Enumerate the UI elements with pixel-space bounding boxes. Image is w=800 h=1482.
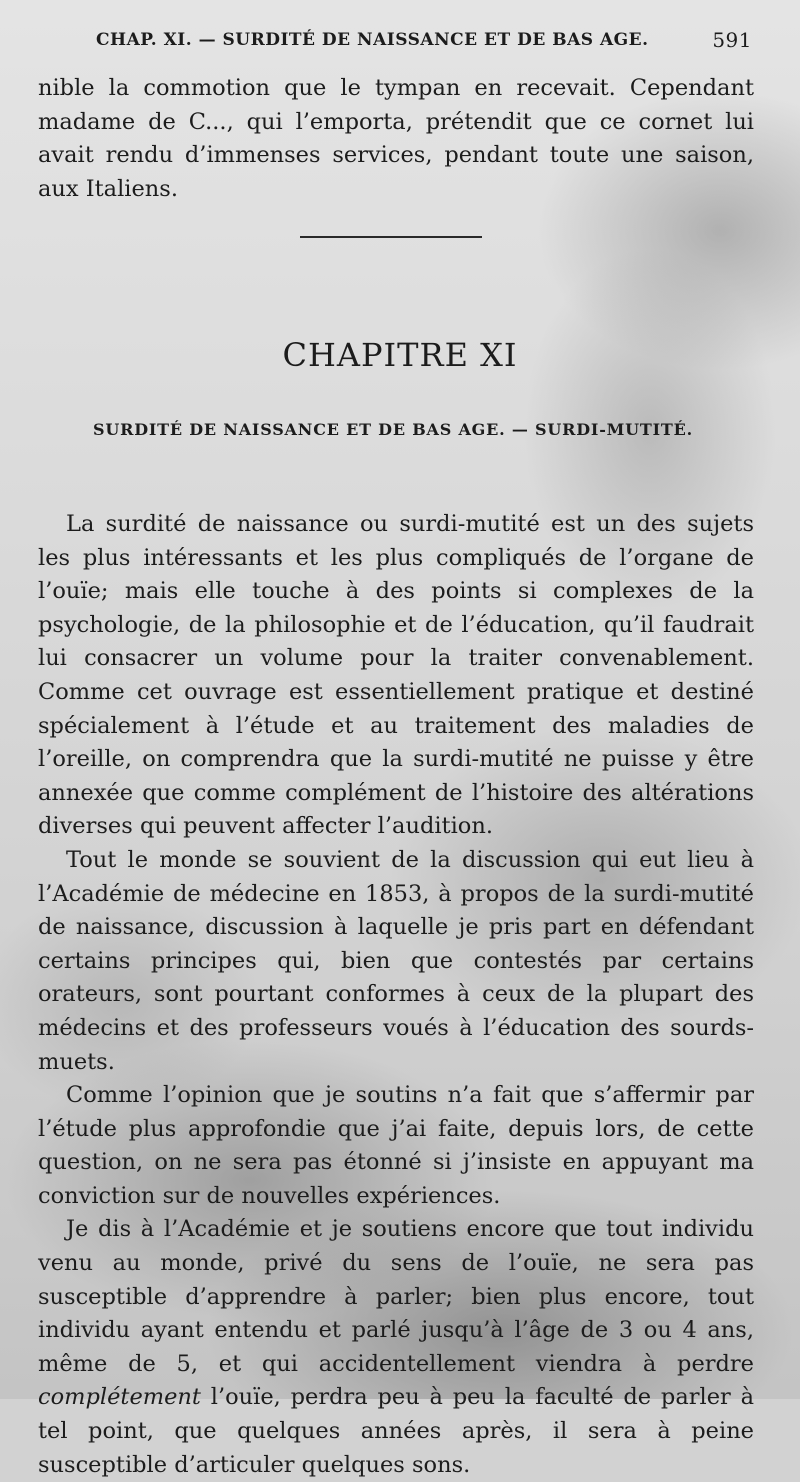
running-head (96, 30, 752, 56)
page-number: 591 (712, 28, 752, 52)
chapter-body (38, 508, 754, 1482)
running-head-title: CHAP. XI. — SURDITÉ DE NAISSANCE ET DE BAS AGE. (96, 30, 649, 50)
chapter-subtitle: SURDITÉ DE NAISSANCE ET DE BAS AGE. — SURDI-MUTITÉ. (93, 420, 693, 439)
continued-paragraph (38, 72, 754, 206)
paragraph-text-before: Je dis à l’Académie et je soutiens encore que tout individu venu au monde, privé du sens de l’ouïe, ne sera pas susceptible d’apprendre à parler; bien plus encore, tout individu ayant entendu et parlé jusqu’à l’âge de 3 ou 4 ans, même de 5, et qui accidentellement viendra à perdre (38, 1216, 754, 1377)
body-paragraph: La surdité de naissance ou surdi-mutité est un des sujets les plus intéressants et les plus compliqués de l’organe de l’ouïe; mais elle touche à des points si complexes de la psychologie, de la philosophie et de l’éducation, qu’il faudrait lui consacrer un volume pour la traiter convenablement. Comme cet ouvrage est essentiellement pratique et destiné spécialement à l’étude et au traitement des maladies de l’oreille, on comprendra que la surdi-mutité ne puisse y être annexée que comme complément de l’histoire des altérations diverses qui peuvent affecter l’audition. (38, 511, 754, 840)
body-paragraph-last (38, 1213, 754, 1482)
emphasized-word: complétement (38, 1384, 201, 1411)
section-divider (300, 236, 482, 238)
paragraph-text-after: l’ouïe, perdra peu à peu la faculté de parler à tel point, que quelques années après, il sera à peine susceptible d’articuler quelques sons. (38, 1384, 754, 1478)
body-paragraph: Tout le monde se souvient de la discussion qui eut lieu à l’Académie de médecine en 1853, à propos de la surdi-mutité de naissance, discussion à laquelle je pris part en défendant certains principes qui, bien que contestés par certains orateurs, sont pourtant conformes à ceux de la plupart des médecins et des professeurs voués à l’éducation des sourds-muets. (38, 846, 754, 1075)
continued-paragraph-text: nible la commotion que le tympan en recevait. Cependant madame de C..., qui l’emporta, prétendit que ce cornet lui avait rendu d’immenses services, pendant toute une saison, aux Italiens. (38, 75, 754, 202)
body-paragraph: Comme l’opinion que je soutins n’a fait que s’affermir par l’étude plus approfondie que j’ai faite, depuis lors, de cette question, on ne sera pas étonné si j’insiste en appuyant ma conviction sur de nouvelles expériences. (38, 1082, 754, 1209)
chapter-title: CHAPITRE XI (282, 336, 518, 374)
